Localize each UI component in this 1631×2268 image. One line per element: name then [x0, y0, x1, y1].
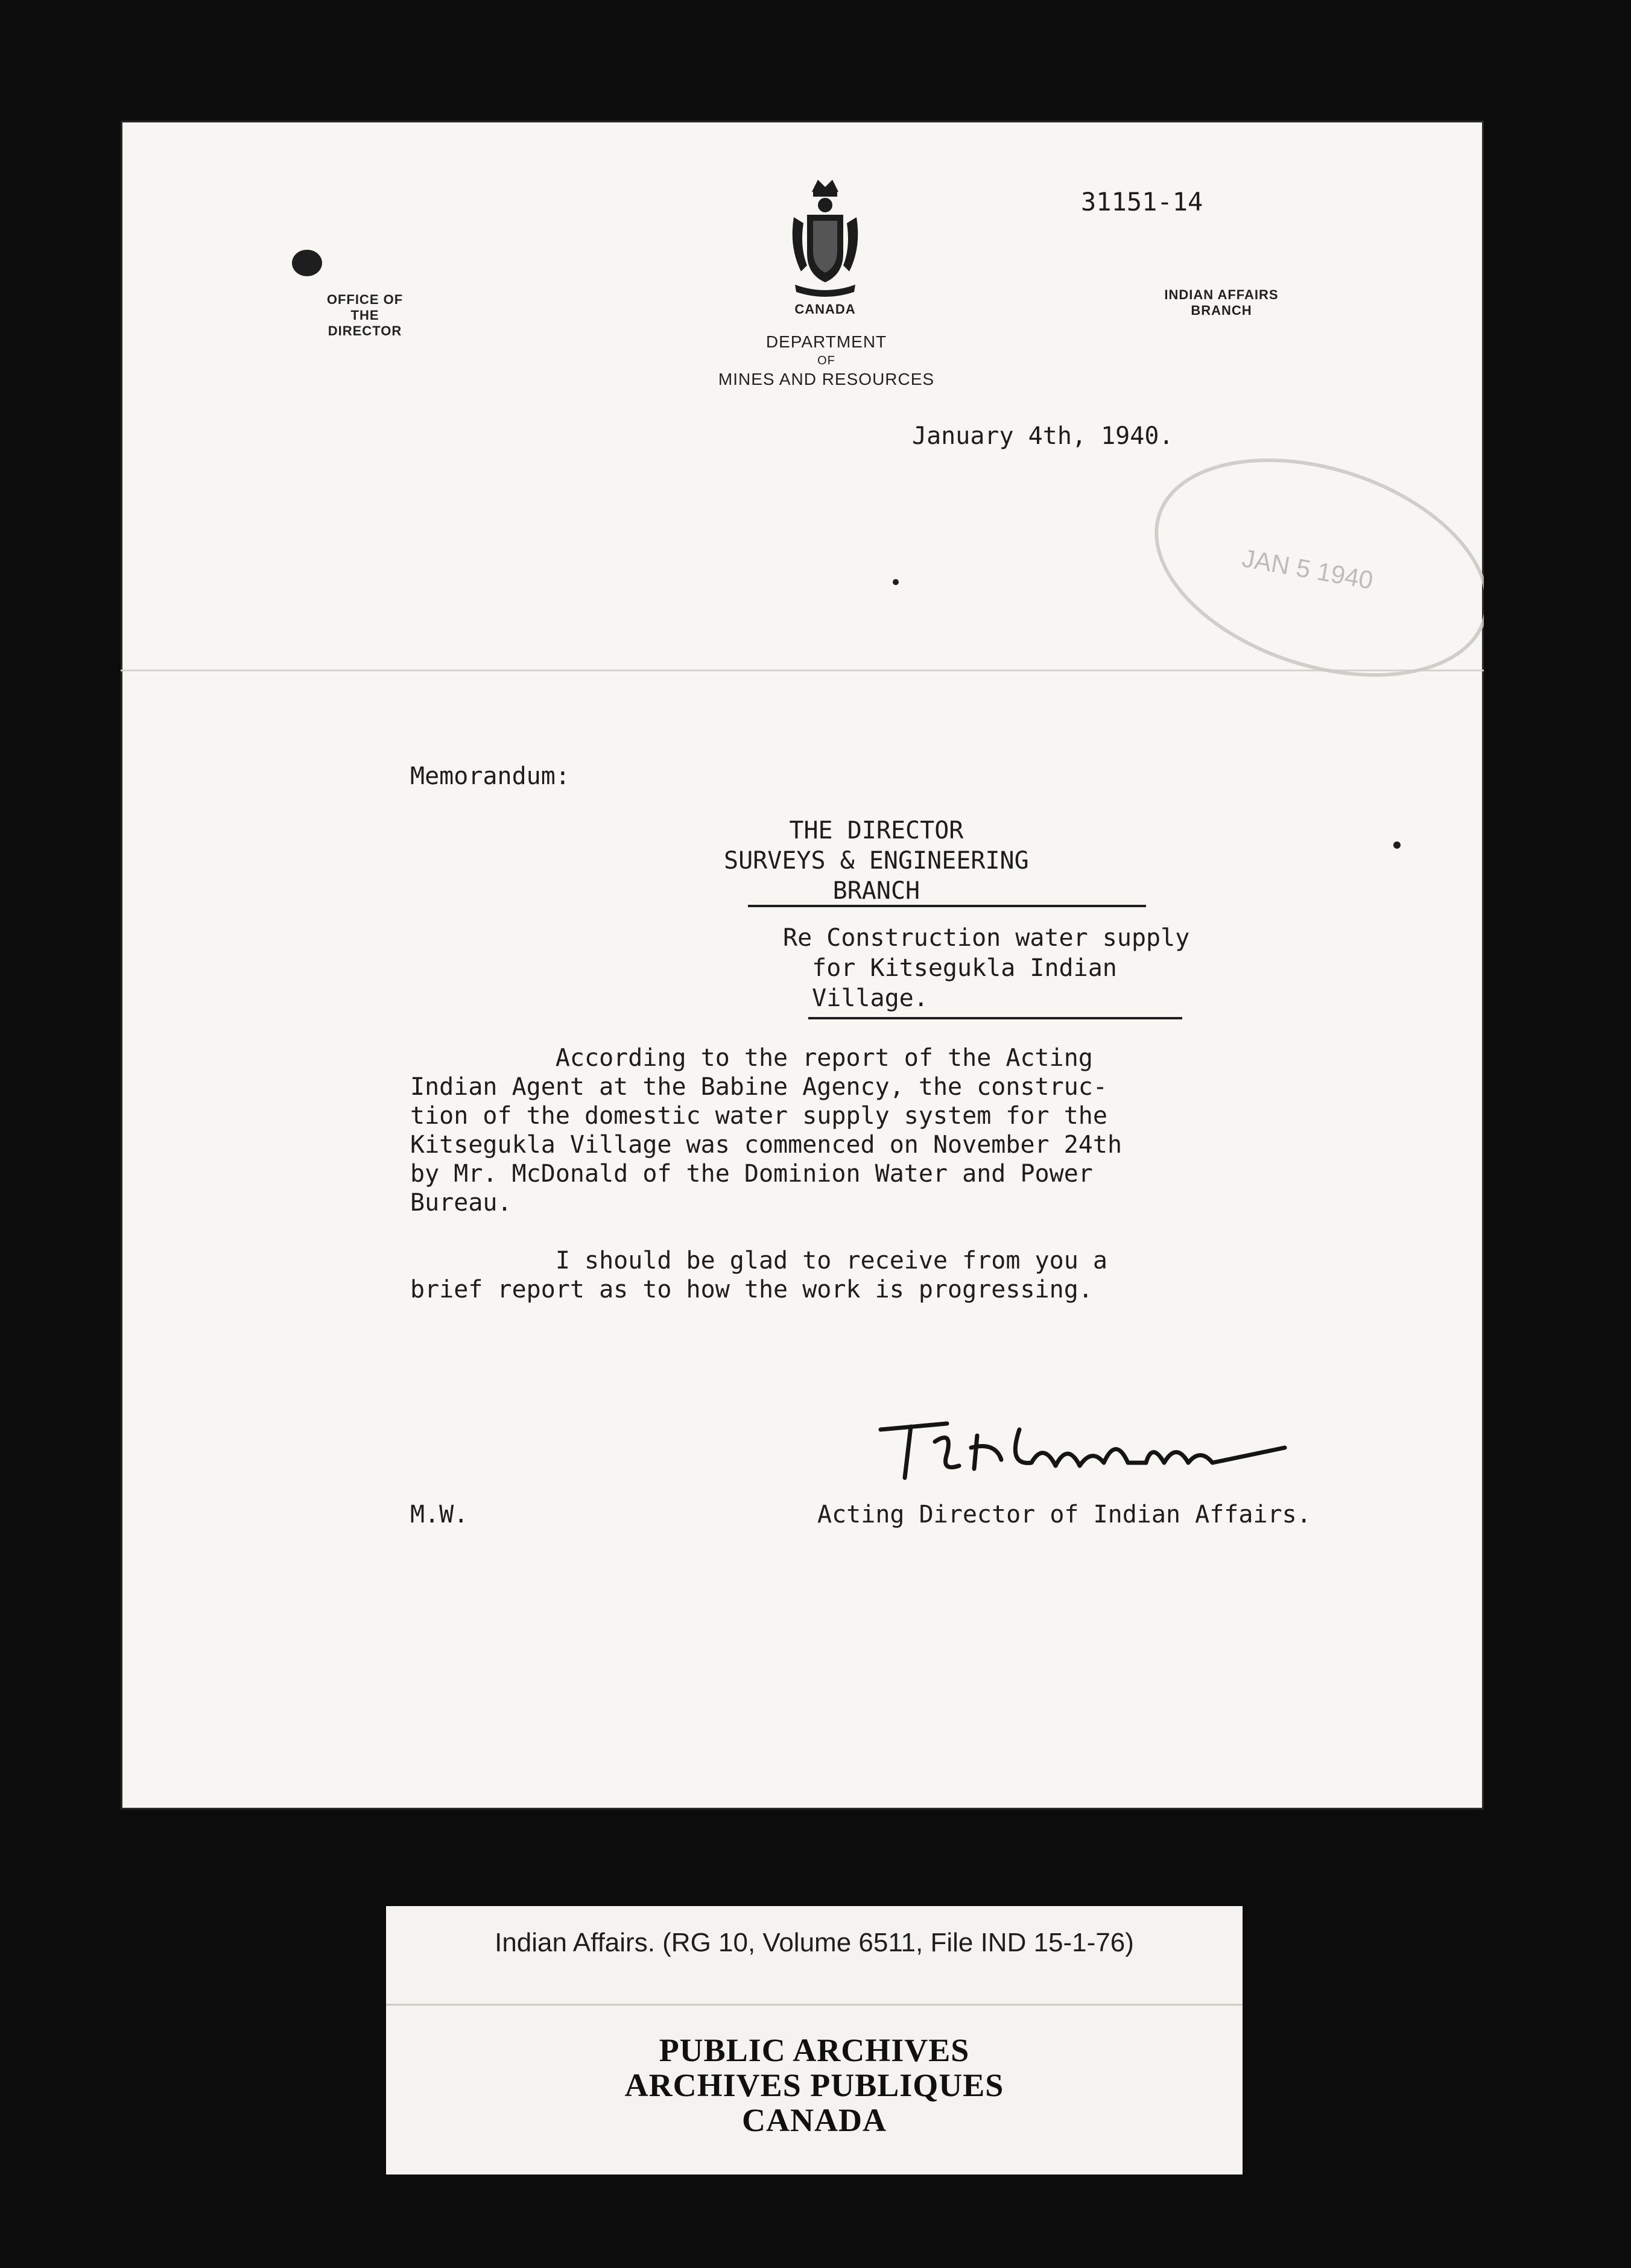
archive-stamp-text [386, 2033, 1243, 2138]
indian-affairs-branch-label: INDIAN AFFAIRS BRANCH [1164, 287, 1279, 318]
ink-speck [893, 579, 899, 585]
memorandum-label: Memorandum: [410, 762, 570, 790]
memo-body: According to the report of the Acting Indian Agent at the Babine Agency, the construc- tion of the domestic water supply system for the Kitsegukla Village was commenced on November 24th by Mr. McDonald of the Dominion Water and Power Bureau. I should be glad to receive from you a brief report as to how the work is progressing. [410, 1044, 1123, 1303]
department-of-label: OF [817, 354, 835, 367]
archive-citation: Indian Affairs. (RG 10, Volume 6511, File IND 15-1-76) [495, 1928, 1134, 1957]
signature-title: Acting Director of Indian Affairs. [817, 1501, 1311, 1528]
archive-card-divider [386, 2004, 1243, 2006]
subject-underline [808, 1017, 1182, 1019]
addressee-underline [748, 905, 1146, 907]
subject-line: Re Construction water supply for Kitsegukla Indian Village. [783, 924, 1190, 1012]
typist-initials: M.W. [410, 1501, 469, 1528]
memo-date: January 4th, 1940. [912, 422, 1174, 450]
fold-line [121, 670, 1484, 671]
department-block [694, 331, 959, 391]
stamp-date: JAN 5 1940 [1240, 543, 1375, 595]
memo-sheet [121, 121, 1484, 1810]
file-number: 31151-14 [1081, 187, 1203, 217]
handwritten-signature [863, 1405, 1321, 1496]
archive-label-card [386, 1906, 1243, 2175]
archive-line-1: PUBLIC ARCHIVES [659, 2032, 970, 2068]
office-of-director-label: OFFICE OF THE DIRECTOR [326, 292, 404, 338]
mines-and-resources-label: MINES AND RESOURCES [718, 370, 935, 388]
canada-label: CANADA [794, 302, 856, 317]
archive-line-3: CANADA [742, 2102, 887, 2138]
canada-coat-of-arms-icon [783, 175, 867, 302]
ink-speck [1393, 841, 1401, 849]
department-label: DEPARTMENT [765, 332, 887, 351]
archive-line-2: ARCHIVES PUBLIQUES [624, 2067, 1004, 2103]
ink-blot [292, 250, 322, 276]
addressee: THE DIRECTOR SURVEYS & ENGINEERING BRANCH [724, 817, 1029, 905]
